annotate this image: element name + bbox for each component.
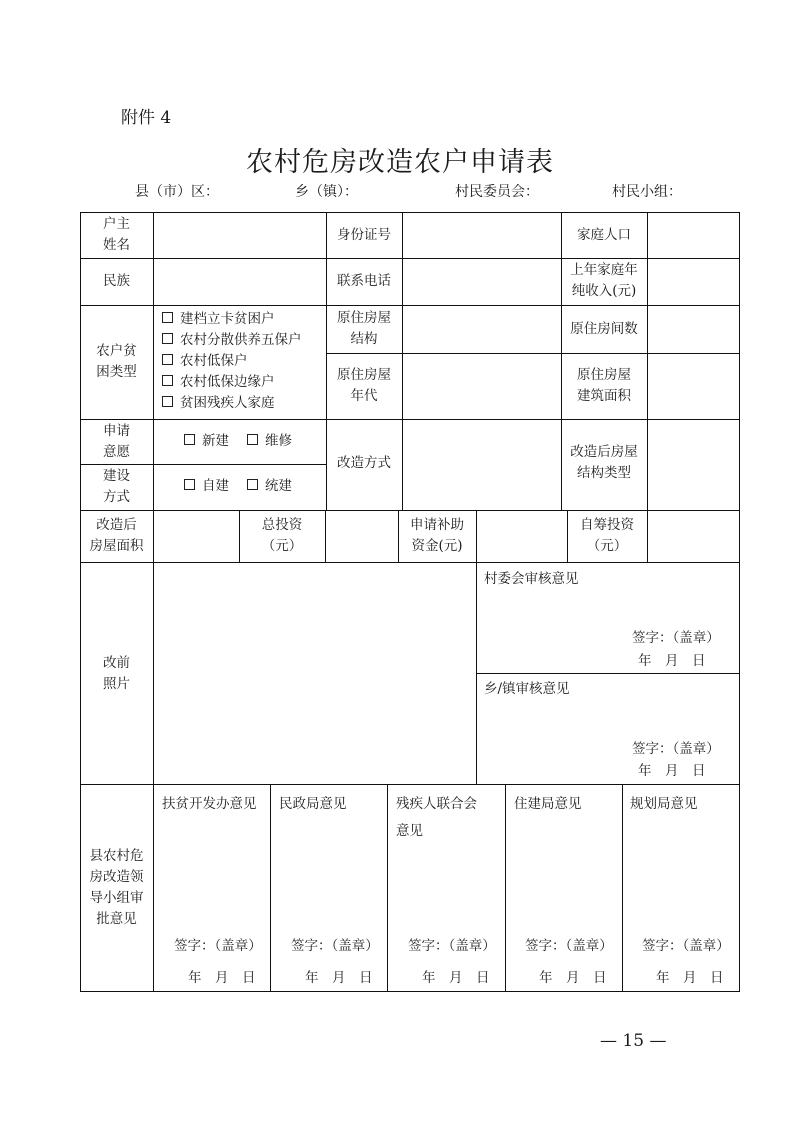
self-invest-label: 自筹投资 （元） (580, 517, 634, 554)
checkbox-icon (162, 354, 173, 365)
checkbox-icon (184, 479, 195, 490)
page-number: — 15 — (600, 1031, 667, 1051)
checkbox-icon (162, 396, 173, 407)
checkbox-icon (247, 434, 258, 445)
household-size-label: 家庭人口 (577, 227, 631, 243)
checkbox-icon (184, 434, 195, 445)
id-number-label: 身份证号 (337, 227, 391, 243)
checkbox-icon (247, 479, 258, 490)
township-date: 年 月 日 (638, 763, 706, 779)
poverty-option-low-income[interactable]: 农村低保户 (162, 351, 248, 372)
village-review-label: 村委会审核意见 (484, 571, 579, 587)
ethnicity-label: 民族 (103, 273, 130, 289)
township-label: 乡（镇）： (295, 184, 358, 200)
wish-label: 申请 意愿 (103, 423, 130, 460)
leader-group-label: 县农村危 房改造领 导小组审 批意见 (89, 848, 144, 927)
dept-date: 年 月 日 (422, 970, 490, 986)
dept-disabled-federation-label: 残疾人联合会 (396, 796, 477, 812)
village-committee-label: 村民委员会： (455, 184, 539, 200)
dept-date: 年 月 日 (188, 970, 256, 986)
township-signature: 签字：（盖章） (632, 741, 720, 757)
dept-date: 年 月 日 (305, 970, 373, 986)
village-group-label: 村民小组： (612, 184, 682, 200)
poverty-type-label: 农户贫 困类型 (96, 343, 137, 380)
dept-date: 年 月 日 (539, 970, 607, 986)
build-option-self[interactable]: 自建 (184, 476, 229, 497)
dept-signature: 签字：（盖章） (291, 938, 379, 954)
dept-disabled-federation-cont: 意见 (396, 823, 423, 839)
dept-housing-label: 住建局意见 (514, 796, 582, 812)
checkbox-icon (162, 312, 173, 323)
dept-date: 年 月 日 (656, 970, 724, 986)
dept-signature: 签字：（盖章） (408, 938, 496, 954)
new-structure-label: 改造后房屋 结构类型 (570, 444, 638, 481)
dept-signature: 签字：（盖章） (642, 938, 730, 954)
new-area-label: 改造后 房屋面积 (89, 517, 144, 554)
dept-signature: 签字：（盖章） (174, 938, 262, 954)
total-invest-label: 总投资 （元） (261, 517, 303, 554)
renovation-method-label: 改造方式 (337, 455, 391, 471)
head-name-label: 户主 姓名 (103, 216, 130, 253)
checkbox-icon (162, 333, 173, 344)
wish-option-repair[interactable]: 维修 (247, 431, 292, 452)
poverty-option-marginal-low-income[interactable]: 农村低保边缘户 (162, 372, 275, 393)
form-title: 农村危房改造农户申请表 (246, 147, 554, 178)
county-label: 县（市）区： (135, 184, 219, 200)
photo-label: 改前 照片 (103, 655, 130, 692)
wish-option-new[interactable]: 新建 (184, 431, 229, 452)
orig-structure-label: 原住房屋 结构 (337, 310, 391, 347)
dept-signature: 签字：（盖章） (525, 938, 613, 954)
checkbox-icon (162, 375, 173, 386)
orig-year-label: 原住房屋 年代 (337, 367, 391, 404)
subsidy-label: 申请补助 资金(元) (410, 517, 464, 554)
orig-rooms-label: 原住房间数 (570, 321, 638, 337)
village-signature: 签字：（盖章） (632, 630, 720, 646)
poverty-option-registered[interactable]: 建档立卡贫困户 (162, 309, 275, 330)
attachment-label: 附件 4 (121, 108, 172, 128)
dept-poverty-office-label: 扶贫开发办意见 (162, 796, 257, 812)
build-option-unified[interactable]: 统建 (247, 476, 292, 497)
village-date: 年 月 日 (638, 653, 706, 669)
dept-planning-label: 规划局意见 (630, 796, 698, 812)
poverty-option-disabled[interactable]: 贫困残疾人家庭 (162, 393, 275, 414)
phone-label: 联系电话 (337, 273, 391, 289)
orig-area-label: 原住房屋 建筑面积 (577, 367, 631, 404)
income-label: 上年家庭年 纯收入(元) (570, 262, 638, 299)
build-mode-label: 建设 方式 (103, 468, 130, 505)
township-review-label: 乡/镇审核意见 (484, 681, 570, 697)
application-form-table (80, 212, 740, 992)
poverty-option-five-guarantee[interactable]: 农村分散供养五保户 (162, 330, 302, 351)
dept-civil-affairs-label: 民政局意见 (279, 796, 347, 812)
